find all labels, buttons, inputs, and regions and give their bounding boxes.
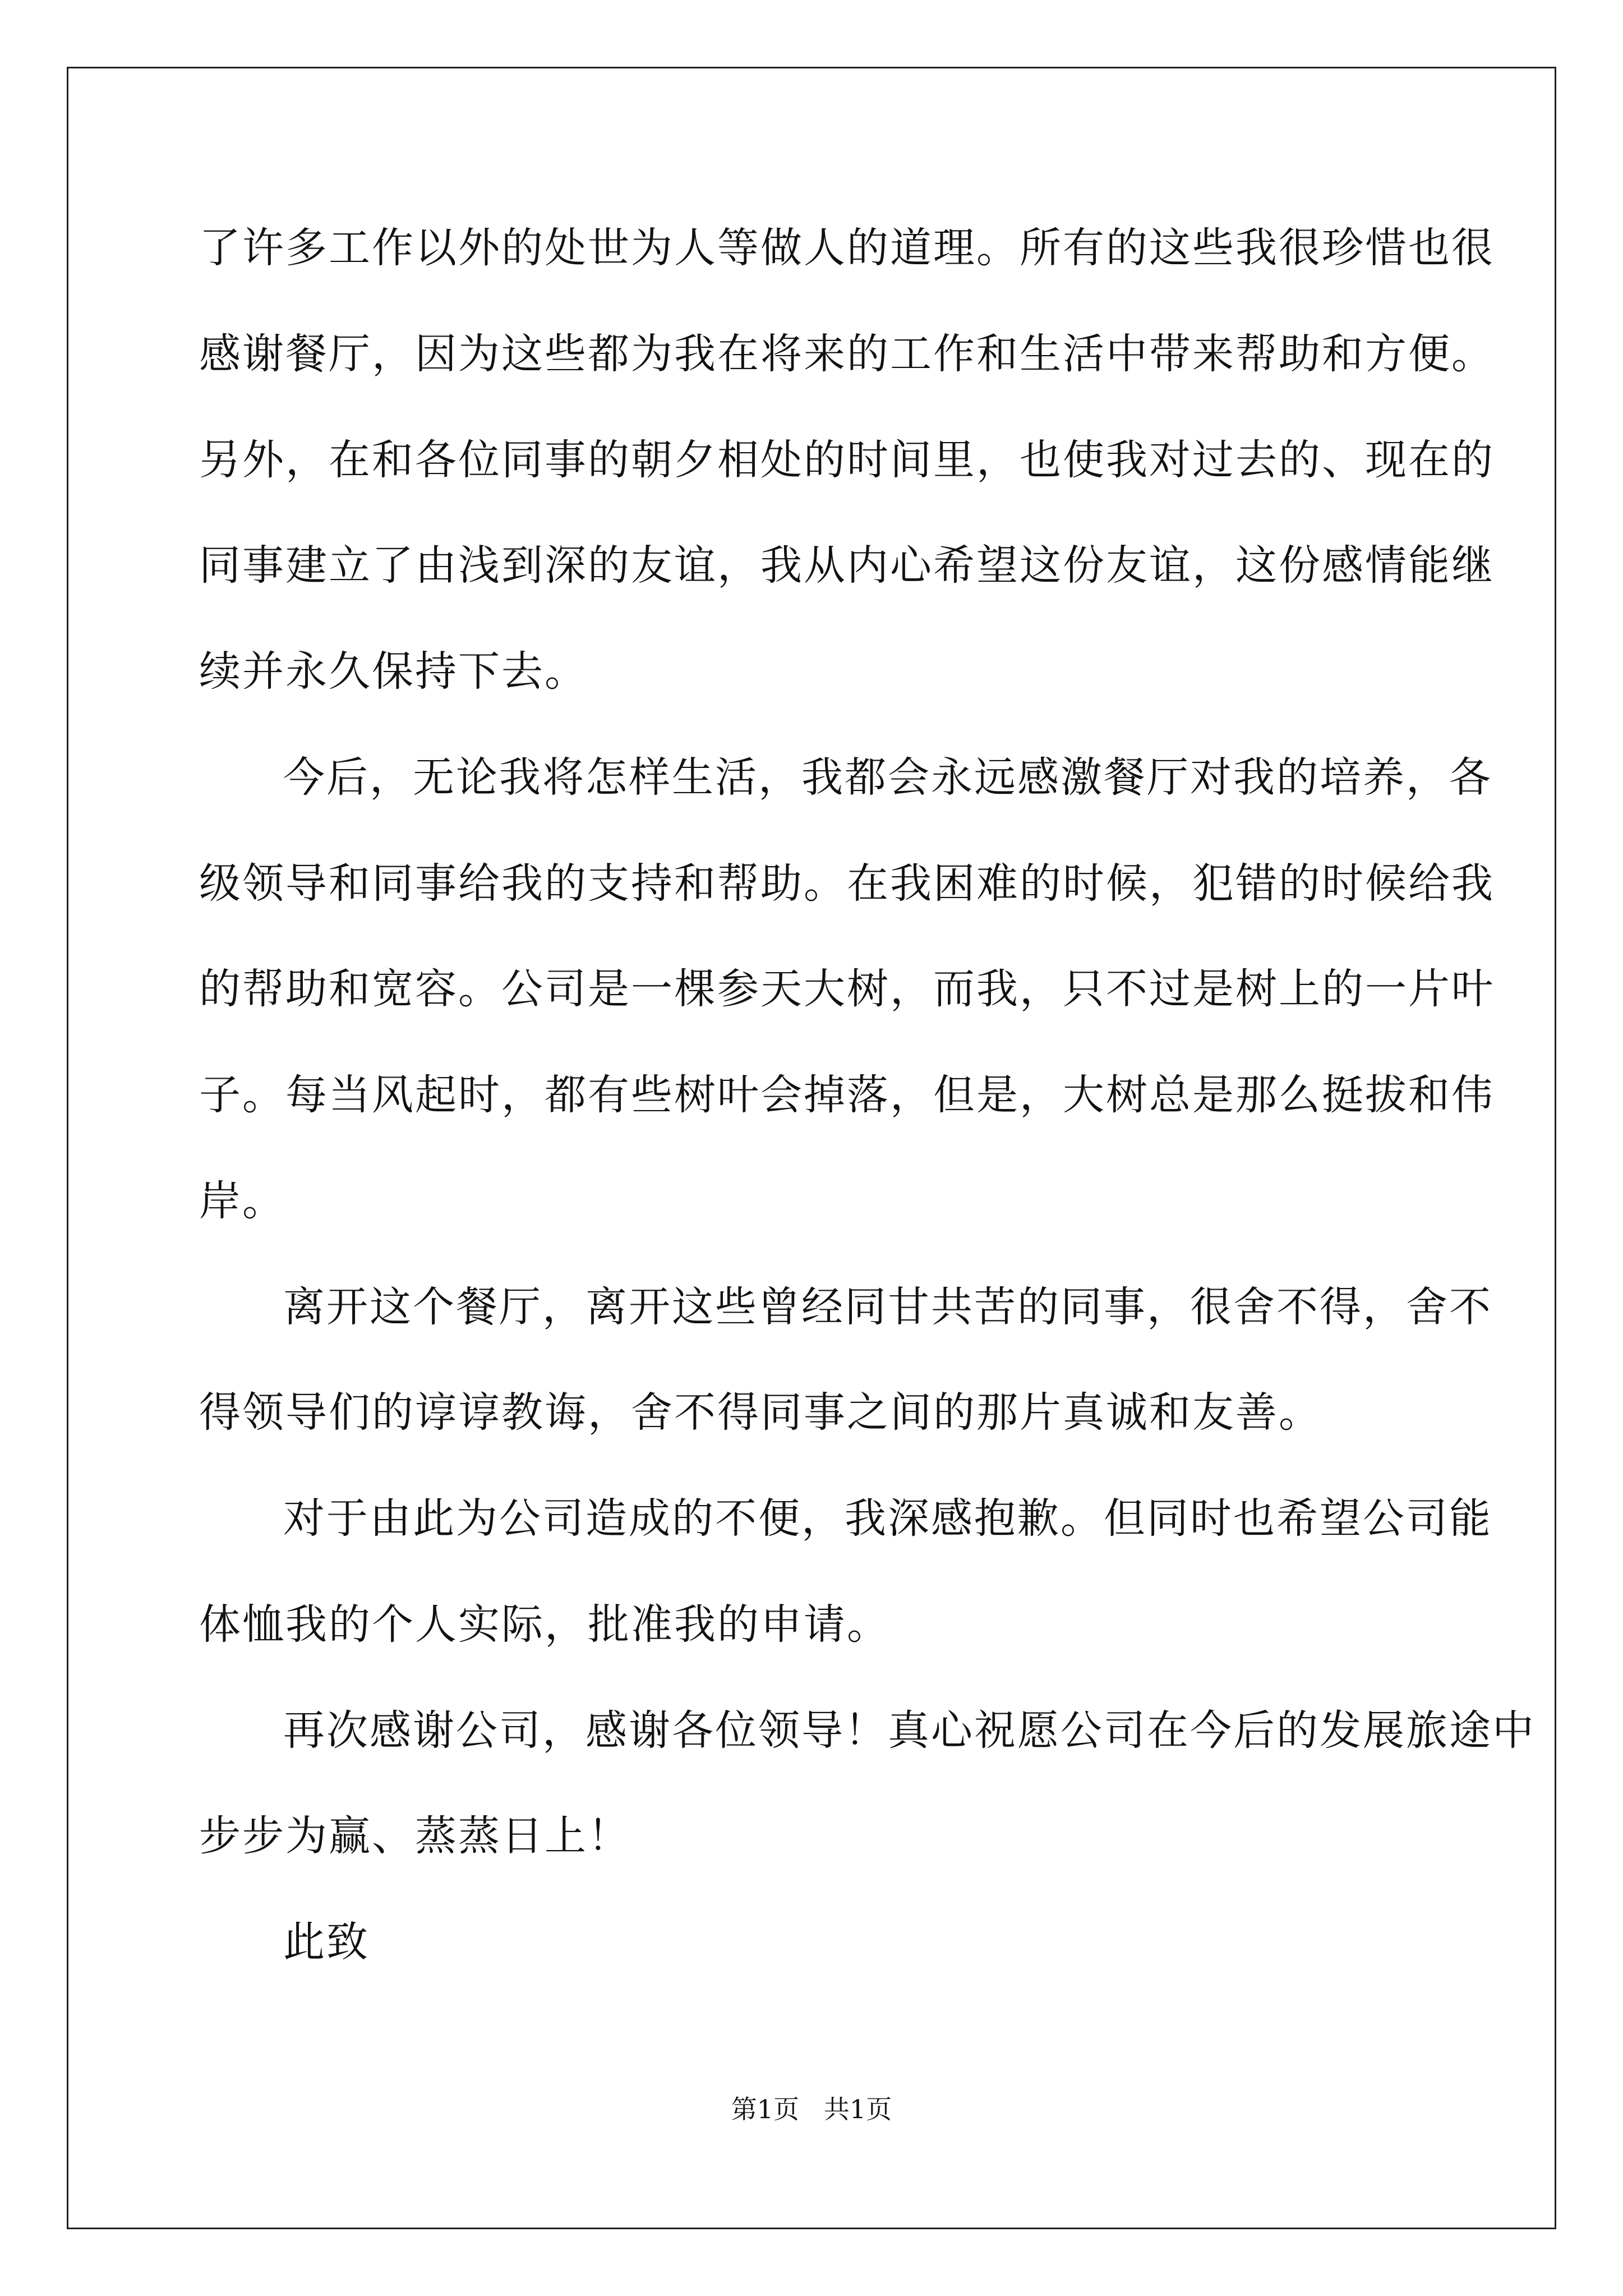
body-line-11: 离开这个餐厅，离开这些曾经同甘共苦的同事，很舍不得，舍不 <box>283 1283 1492 1331</box>
body-line-8: 的帮助和宽容。公司是一棵参天大树，而我，只不过是树上的一片叶 <box>199 965 1495 1013</box>
body-line-10: 岸。 <box>199 1177 285 1225</box>
body-line-16: 步步为赢、蒸蒸日上！ <box>199 1812 631 1860</box>
body-line-15: 再次感谢公司，感谢各位领导！真心祝愿公司在今后的发展旅途中 <box>283 1706 1536 1755</box>
body-line-12: 得领导们的谆谆教诲，舍不得同事之间的那片真诚和友善。 <box>199 1388 1322 1437</box>
body-line-6: 今后，无论我将怎样生活，我都会永远感激餐厅对我的培养，各 <box>283 753 1492 802</box>
body-line-3: 另外，在和各位同事的朝夕相处的时间里，也使我对过去的、现在的 <box>199 436 1495 484</box>
page-number-footer: 第1页 共1页 <box>731 2094 892 2124</box>
body-line-9: 子。每当风起时，都有些树叶会掉落，但是，大树总是那么挺拔和伟 <box>199 1071 1495 1119</box>
body-line-4: 同事建立了由浅到深的友谊，我从内心希望这份友谊，这份感情能继 <box>199 541 1495 590</box>
body-line-14: 体恤我的个人实际，批准我的申请。 <box>199 1600 890 1649</box>
body-line-5: 续并永久保持下去。 <box>199 647 588 696</box>
page-border <box>67 67 1556 2229</box>
closing-salutation: 此致 <box>283 1918 370 1966</box>
body-line-13: 对于由此为公司造成的不便，我深感抱歉。但同时也希望公司能 <box>283 1494 1492 1543</box>
body-line-2: 感谢餐厅，因为这些都为我在将来的工作和生活中带来帮助和方便。 <box>199 330 1495 378</box>
body-line-7: 级领导和同事给我的支持和帮助。在我困难的时候，犯错的时候给我 <box>199 859 1495 908</box>
body-line-1: 了许多工作以外的处世为人等做人的道理。所有的这些我很珍惜也很 <box>199 224 1495 272</box>
